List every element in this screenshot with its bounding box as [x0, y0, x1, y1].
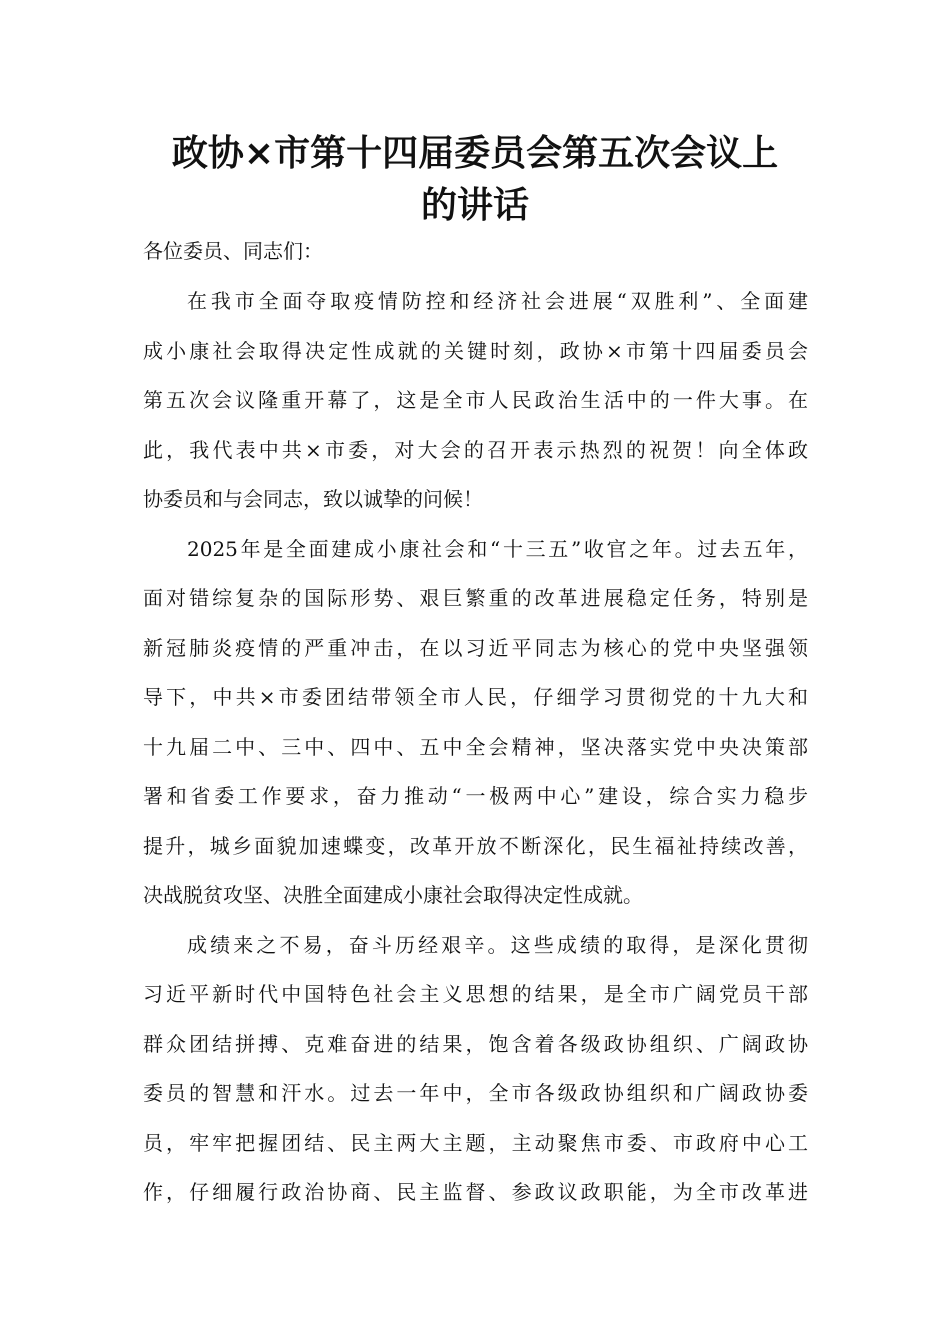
body-line: 成小康社会取得决定性成就的关键时刻，政协×市第十四届委员会 — [143, 339, 808, 363]
body-line: 十九届二中、三中、四中、五中全会精神，坚决落实党中央决策部 — [143, 735, 808, 759]
body-line: 决战脱贫攻坚、决胜全面建成小康社会取得决定性成就。 — [143, 883, 643, 907]
body-line: 在我市全面夺取疫情防控和经济社会进展“双胜利”、全面建 — [187, 289, 808, 313]
body-line: 2025年是全面建成小康社会和“十三五”收官之年。过去五年， — [187, 537, 808, 561]
title-line-2: 的讲话 — [420, 185, 529, 226]
body-line: 提升，城乡面貌加速蝶变，改革开放不断深化，民生福祉持续改善， — [143, 834, 808, 858]
title-line-1: 政协×市第十四届委员会第五次会议上 — [171, 133, 779, 174]
body-line: 署和省委工作要求，奋力推动“一极两中心”建设，综合实力稳步 — [143, 784, 808, 808]
body-line: 协委员和与会同志，致以诚挚的问候！ — [143, 487, 483, 511]
salutation: 各位委员、同志们： — [143, 239, 323, 263]
body-line: 第五次会议隆重开幕了，这是全市人民政治生活中的一件大事。在 — [143, 388, 808, 412]
body-line: 员，牢牢把握团结、民主两大主题，主动聚焦市委、市政府中心工 — [143, 1131, 808, 1155]
document-title — [130, 128, 820, 232]
body-line: 导下，中共×市委团结带领全市人民，仔细学习贯彻党的十九大和 — [143, 685, 808, 709]
body-line: 面对错综复杂的国际形势、艰巨繁重的改革进展稳定任务，特别是 — [143, 586, 808, 610]
body-line: 委员的智慧和汗水。过去一年中，全市各级政协组织和广阔政协委 — [143, 1081, 808, 1105]
body-line: 作，仔细履行政治协商、民主监督、参政议政职能，为全市改革进 — [143, 1180, 808, 1204]
body-line: 成绩来之不易，奋斗历经艰辛。这些成绩的取得，是深化贯彻 — [187, 933, 808, 957]
body-line: 新冠肺炎疫情的严重冲击，在以习近平同志为核心的党中央坚强领 — [143, 636, 808, 660]
body-line: 习近平新时代中国特色社会主义思想的结果，是全市广阔党员干部 — [143, 982, 808, 1006]
body-line: 群众团结拼搏、克难奋进的结果，饱含着各级政协组织、广阔政协 — [143, 1032, 808, 1056]
body-line: 此，我代表中共×市委，对大会的召开表示热烈的祝贺！向全体政 — [143, 438, 808, 462]
